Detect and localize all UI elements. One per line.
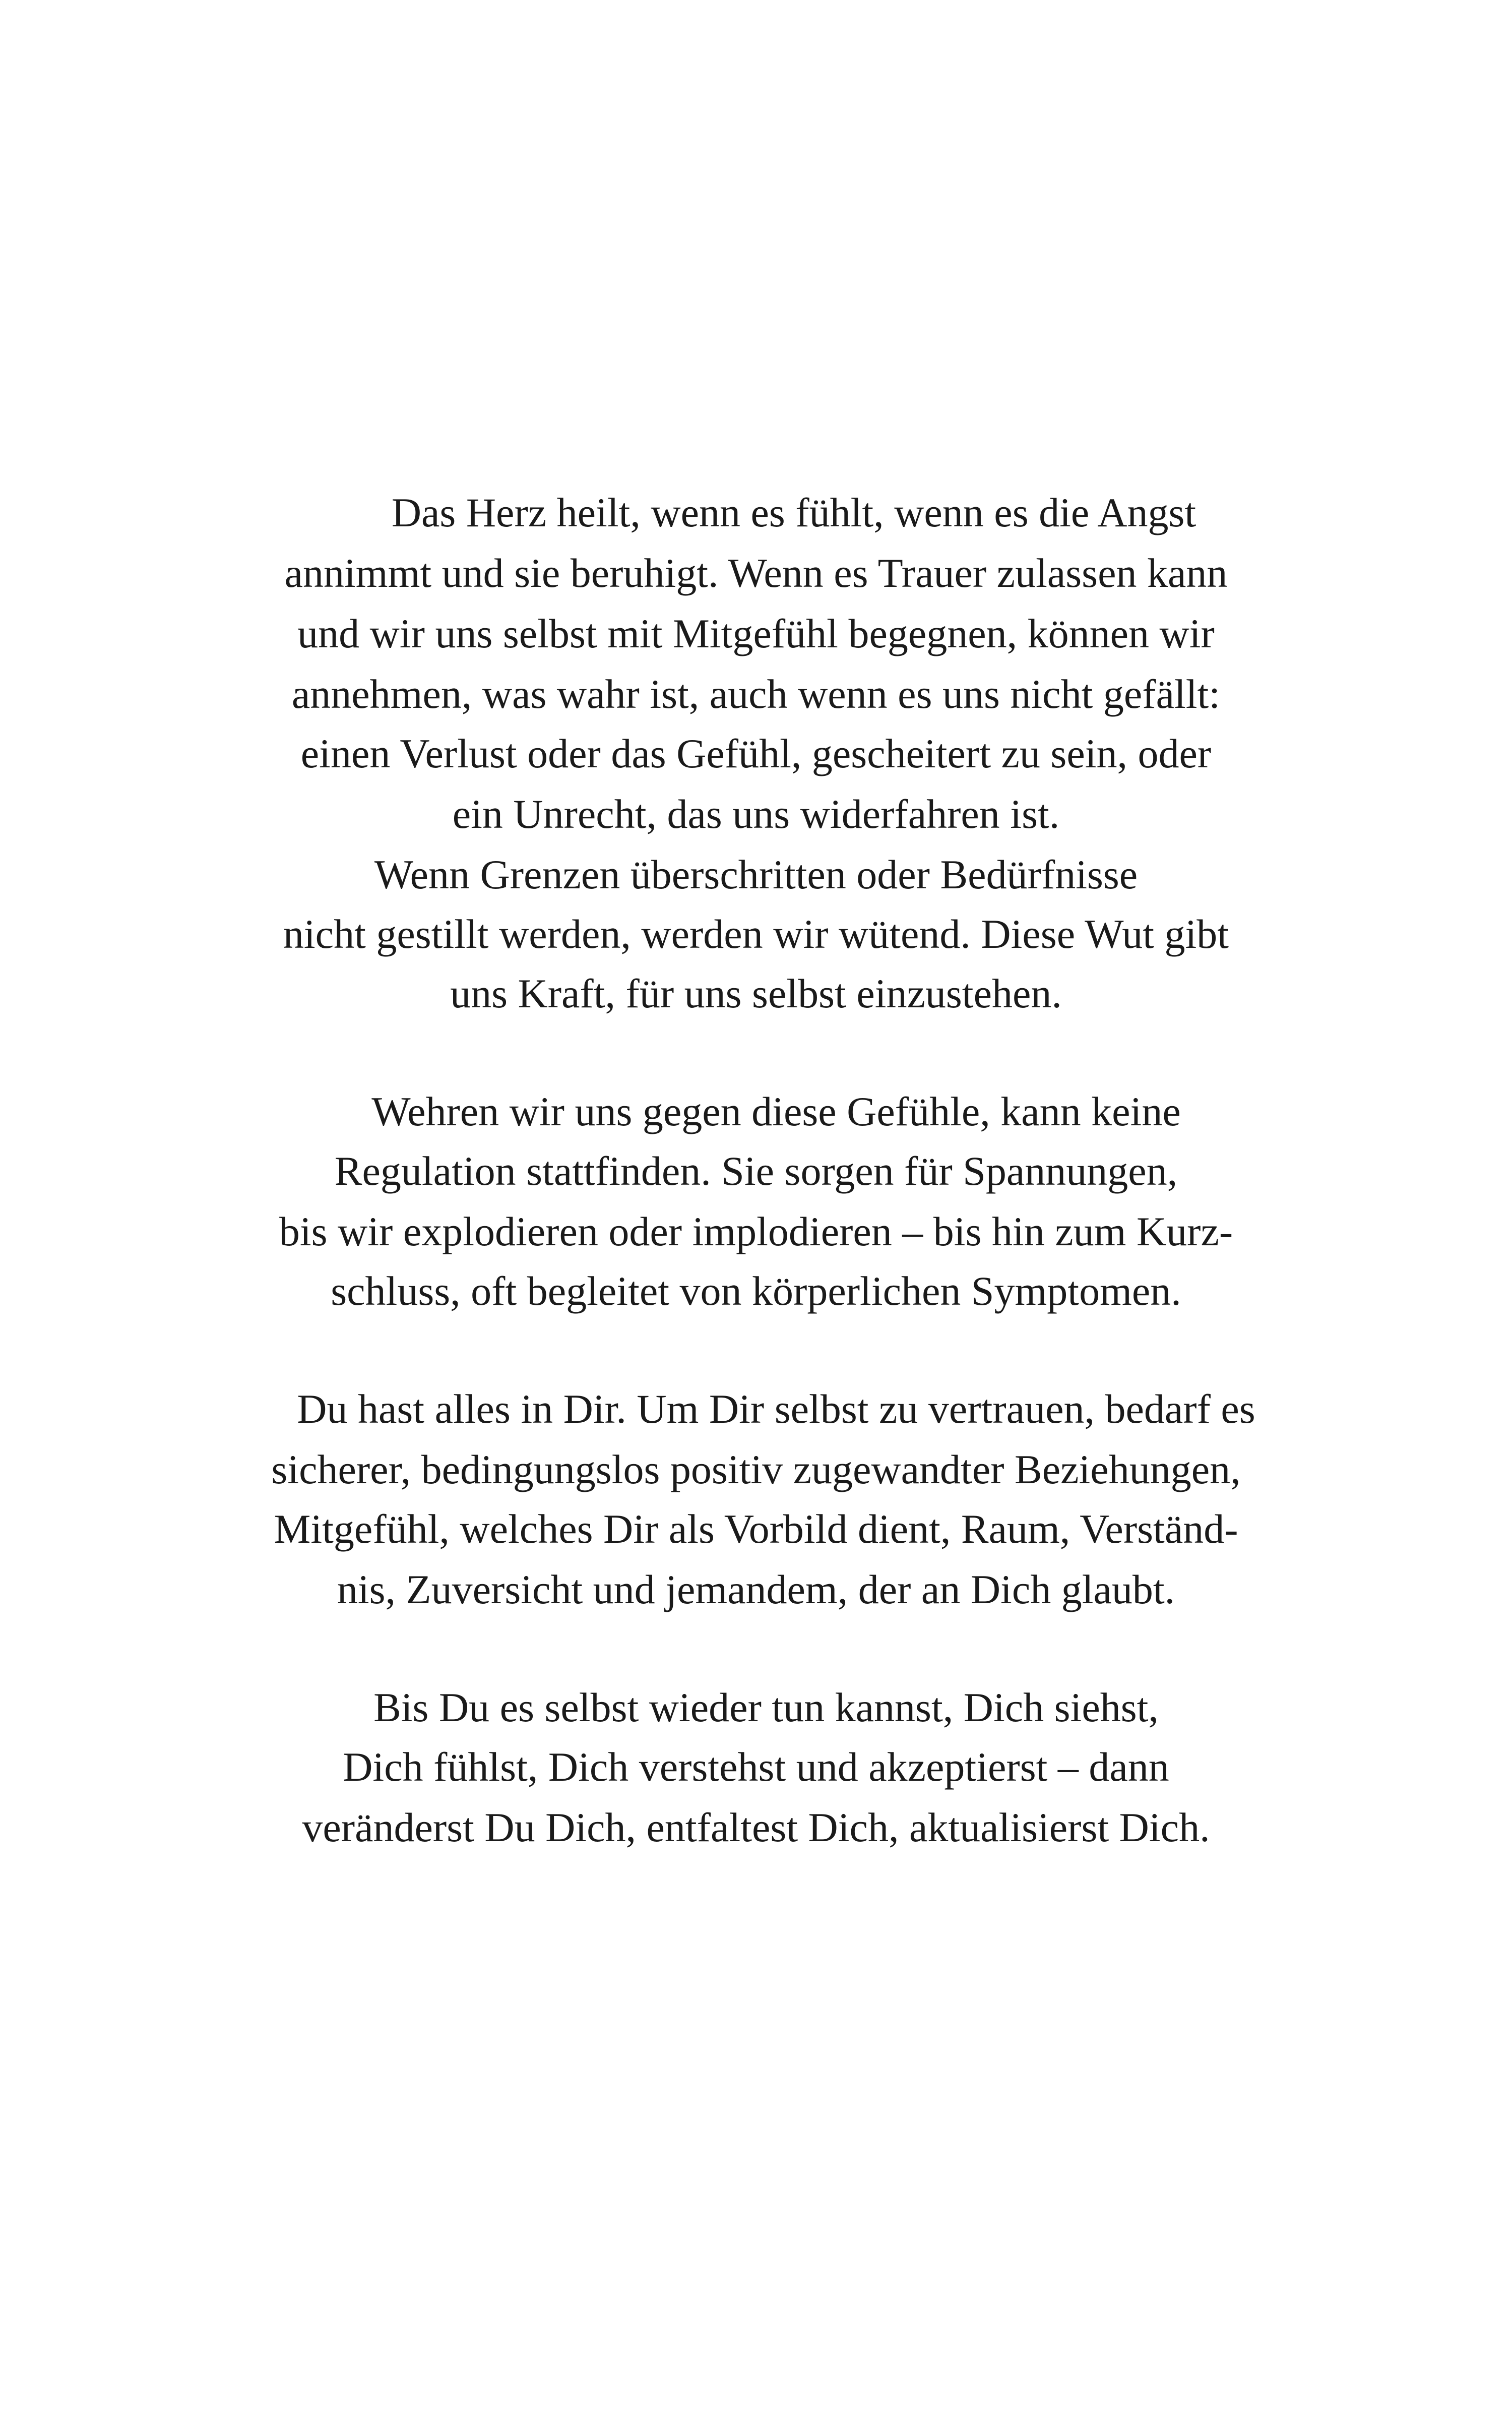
paragraph-line: nis, Zuversicht und jemandem, der an Dich glaubt. (337, 1566, 1175, 1612)
paragraph-line: nicht gestillt werden, werden wir wütend. Diese Wut gibt (283, 911, 1229, 957)
paragraph-line: annehmen, was wahr ist, auch wenn es uns nicht gefällt: (291, 671, 1221, 717)
paragraph-line: bis wir explodieren oder implodieren – bis hin zum Kurz- (279, 1208, 1233, 1254)
paragraph-line: Mitgefühl, welches Dir als Vorbild dient, Raum, Verständ- (274, 1506, 1238, 1552)
paragraph-line: Bis Du es selbst wieder tun kannst, Dich siehst, (373, 1684, 1159, 1730)
paragraph-line: uns Kraft, für uns selbst einzustehen. (450, 971, 1062, 1016)
paragraph-line: Dich fühlst, Dich verstehst und akzeptierst – dann (343, 1744, 1169, 1790)
paragraph-line: schluss, oft begleitet von körperlichen Symptomen. (331, 1268, 1181, 1314)
paragraph-line: Das Herz heilt, wenn es fühlt, wenn es die Angst (391, 490, 1196, 535)
paragraph-line: Wehren wir uns gegen diese Gefühle, kann keine (371, 1088, 1181, 1134)
paragraph-line: sicherer, bedingungslos positiv zugewandter Beziehungen, (271, 1446, 1241, 1492)
paragraph-line: und wir uns selbst mit Mitgefühl begegnen, können wir (297, 611, 1215, 656)
paragraph-line: Wenn Grenzen überschritten oder Bedürfnisse (374, 852, 1138, 897)
paragraph-line: veränderst Du Dich, entfaltest Dich, aktualisierst Dich. (302, 1804, 1210, 1850)
paragraph-line: Regulation stattfinden. Sie sorgen für Spannungen, (334, 1148, 1178, 1194)
paragraph-line: einen Verlust oder das Gefühl, gescheitert zu sein, oder (300, 731, 1212, 776)
paragraph-line: annimmt und sie beruhigt. Wenn es Trauer zulassen kann (284, 550, 1228, 596)
paragraph-line: ein Unrecht, das uns widerfahren ist. (452, 791, 1060, 837)
paragraph-line: Du hast alles in Dir. Um Dir selbst zu vertrauen, bedarf es (297, 1386, 1255, 1432)
